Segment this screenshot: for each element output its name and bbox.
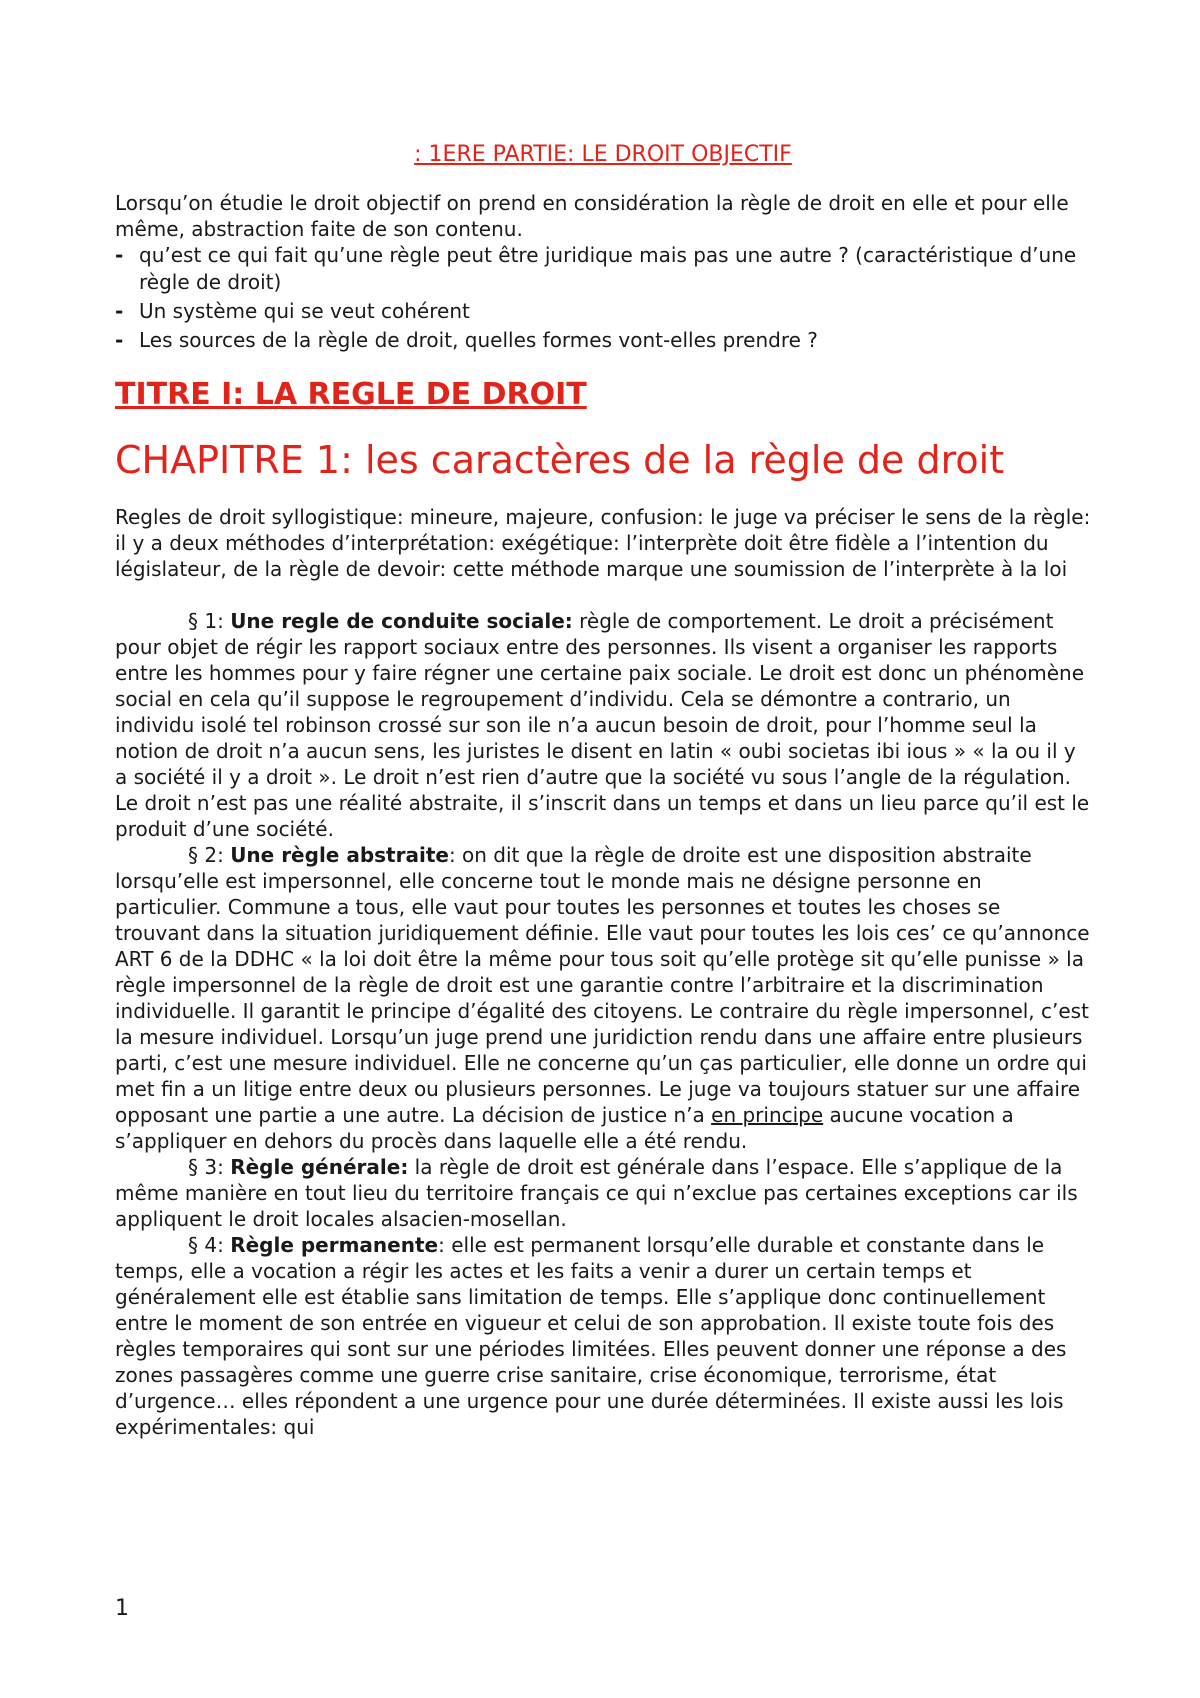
section-number: § 3:	[188, 1155, 231, 1179]
section-paragraph-3	[115, 1154, 1091, 1232]
syllogistique-paragraph: Regles de droit syllogistique: mineure, majeure, confusion: le juge va préciser le sens de la règle: il y a deux méthodes d’interprétation: exégétique: l’interprète doit être fidèle a l’intention du législateur, de la règle de devoir: cette méthode marque une soumission de l’interprète à la loi	[115, 505, 1091, 581]
section-number: § 1:	[188, 609, 231, 633]
section-text: la règle de droit est générale dans l’espace. Elle s’applique de la même manière en tout lieu du territoire français ce qui n’exclue pas certaines exceptions car ils appliquent le droit locales alsacien-mosellan.	[115, 1155, 1078, 1231]
list-item	[115, 242, 1091, 296]
section-title: Règle permanente	[230, 1233, 439, 1257]
part-title: : 1ERE PARTIE: LE DROIT OBJECTIF	[414, 142, 792, 167]
section-paragraph-1	[115, 608, 1091, 842]
section-text: règle de comportement. Le droit a précisément pour objet de régir les rapport sociaux entre des personnes. Ils visent a organiser les rapports entre les hommes pour y faire régner une certaine paix sociale. Le droit est donc un phénomène social en cela qu’il suppose le regroupement d’individu. Cela se démontre a contrario, un individu isolé tel robinson crossé sur son ile n’a aucun besoin de droit, pour l’homme seul la notion de droit n’a aucun sens, les juristes le disent en latin « oubi societas ibi ious » « la ou il y a société il y a droit ». Le droit n’est rien d’autre que la société vu sous l’angle de la régulation. Le droit n’est pas une réalité abstraite, il s’inscrit dans un temps et dans un lieu parce qu’il est le produit d’une société.	[115, 609, 1090, 841]
section-text-after: aucune vocation a s’appliquer en dehors du procès dans laquelle elle a été rendu.	[115, 1103, 1014, 1153]
section-number: § 2:	[188, 843, 231, 867]
dash-bullet: -	[115, 299, 124, 323]
section-title: Règle générale:	[230, 1155, 409, 1179]
list-item-text: Les sources de la règle de droit, quelles formes vont-elles prendre ?	[139, 328, 818, 352]
list-item	[115, 327, 1091, 354]
dash-bullet: -	[115, 243, 124, 267]
page-content	[115, 140, 1091, 1440]
section-title: Une règle abstraite	[230, 843, 449, 867]
list-item-text: qu’est ce qui fait qu’une règle peut être juridique mais pas une autre ? (caractéristique d’une règle de droit)	[139, 243, 1077, 294]
section-text: : elle est permanent lorsqu’elle durable et constante dans le temps, elle a vocation a régir les actes et les faits a venir a durer un certain temps et généralement elle est établie sans limitation de temps. Elle s’applique donc continuellement entre le moment de son entrée en vigueur et celui de son approbation. Il existe toute fois des règles temporaires qui sont sur une périodes limitées. Elles peuvent donner une réponse a des zones passagères comme une guerre crise sanitaire, crise économique, terrorisme, état d’urgence… elles répondent a une urgence pour une durée déterminées. Il existe aussi les lois expérimentales: qui	[115, 1233, 1067, 1439]
dash-bullet: -	[115, 328, 124, 352]
section-title: Une regle de conduite sociale:	[230, 609, 573, 633]
spacer	[115, 582, 1091, 608]
section-paragraph-4	[115, 1232, 1091, 1440]
list-item	[115, 298, 1091, 325]
section-paragraph-2	[115, 842, 1091, 1154]
underlined-text: en principe	[711, 1103, 824, 1127]
intro-paragraph: Lorsqu’on étudie le droit objectif on prend en considération la règle de droit en elle et pour elle même, abstraction faite de son contenu.	[115, 191, 1069, 241]
section-text: : on dit que la règle de droite est une disposition abstraite lorsqu’elle est impersonnel, elle concerne tout le monde mais ne désigne personne en particulier. Commune a tous, elle vaut pour toutes les personnes et toutes les choses se trouvant dans la situation juridiquement définie. Elle vaut pour toutes les lois ces’ ce qu’annonce ART 6 de la DDHC « la loi doit être la même pour tous soit qu’elle protège sit qu’elle punisse » la règle impersonnel de la règle de droit est une garantie contre l’arbitraire et la discrimination individuelle. Il garantit le principe d’égalité des citoyens. Le contraire du règle impersonnel, c’est la mesure individuel. Lorsqu’un juge prend une juridiction rendu dans une affaire entre plusieurs parti, c’est une mesure individuel. Elle ne concerne qu’un ças particulier, elle donne un ordre qui met fin a un litige entre deux ou plusieurs personnes. Le juge va toujours statuer sur une affaire opposant une partie a une autre. La décision de justice n’a	[115, 843, 1090, 1127]
question-list	[115, 242, 1091, 354]
section-number: § 4:	[188, 1233, 231, 1257]
list-item-text: Un système qui se veut cohérent	[139, 299, 470, 323]
chapitre-heading: CHAPITRE 1: les caractères de la règle de droit	[115, 438, 1005, 482]
titre-heading: TITRE I: LA REGLE DE DROIT	[115, 377, 587, 412]
page-number: 1	[115, 1596, 129, 1621]
